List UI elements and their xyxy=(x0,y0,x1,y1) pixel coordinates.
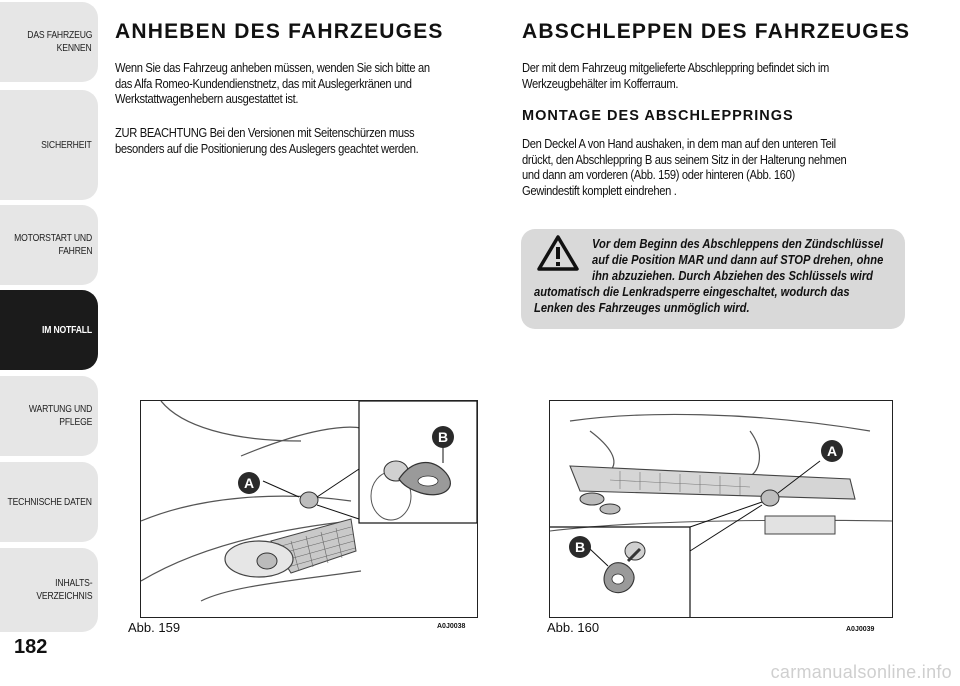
tab-label-line: PFLEGE xyxy=(59,416,92,428)
paragraph-abschleppen xyxy=(522,60,879,91)
rear-bumper-illustration xyxy=(550,401,892,617)
tab-sicherheit[interactable] xyxy=(0,90,98,200)
paragraph-anheben xyxy=(115,60,481,107)
page-number: 182 xyxy=(14,636,48,658)
tab-im-notfall[interactable] xyxy=(0,290,98,370)
figure-160 xyxy=(549,400,893,618)
chapter-sidebar xyxy=(0,0,100,640)
warning-line: Vor dem Beginn des Abschleppens den Zündschlüssel xyxy=(592,236,884,251)
watermark-text: carmanualsonline.info xyxy=(770,662,952,682)
text-line: Gewindestift komplett eindrehen . xyxy=(522,182,677,198)
text-line: drückt, den Abschleppring B aus seinem Sitz in der Halterung nehmen xyxy=(522,151,847,167)
figure-caption-159: Abb. 159 xyxy=(128,620,181,635)
text-line: das Alfa Romeo-Kundendienstnetz, das mit Auslegerkränen und xyxy=(115,75,412,91)
tab-label-line: DAS FAHRZEUG xyxy=(26,29,92,41)
warning-text-indented xyxy=(592,236,931,284)
warning-text-full xyxy=(534,284,901,316)
tab-label-line: TECHNISCHE DATEN xyxy=(7,495,92,508)
text-line: besonders auf die Positionierung des Auslegers geachtet werden. xyxy=(115,140,419,156)
figure-code-160: A0J0039 xyxy=(846,626,875,633)
warning-line: auf die Position MAR und dann auf STOP drehen, ohne xyxy=(592,252,884,267)
tab-technische-daten[interactable] xyxy=(0,462,98,542)
figure-code-159: A0J0038 xyxy=(437,623,466,630)
tab-label-line: VERZEICHNIS xyxy=(35,590,92,602)
warning-triangle-icon xyxy=(536,234,580,272)
callout-b-label: B xyxy=(437,429,449,445)
figure-caption-160: Abb. 160 xyxy=(547,620,600,635)
tab-label-line: WARTUNG UND xyxy=(28,403,92,415)
text-line: Den Deckel A von Hand aushaken, in dem man auf den unteren Teil xyxy=(522,136,836,151)
heading-abschleppen: ABSCHLEPPEN DES FAHRZEUGES xyxy=(522,20,911,43)
heading-anheben: ANHEBEN DES FAHRZEUGES xyxy=(115,20,444,43)
tab-das-fahrzeug-kennen[interactable] xyxy=(0,2,98,82)
tab-inhaltsverzeichnis[interactable] xyxy=(0,548,98,632)
text-line: und dann am vorderen (Abb. 159) oder hinteren (Abb. 160) xyxy=(522,167,795,182)
tab-label-line: IM NOTFALL xyxy=(41,323,92,336)
text-line: Werkstattwagenhebern ausgestattet ist. xyxy=(115,91,299,106)
warning-line: Lenken des Fahrzeuges unmöglich wird. xyxy=(534,300,750,315)
tab-label-line: KENNEN xyxy=(57,42,92,54)
tab-label-line: SICHERHEIT xyxy=(41,138,92,151)
text-line: Werkzeugbehälter im Kofferraum. xyxy=(522,75,679,91)
tab-label-line: MOTORSTART UND xyxy=(14,232,92,244)
tab-motorstart-und-fahren[interactable] xyxy=(0,205,98,285)
text-line: Wenn Sie das Fahrzeug anheben müssen, wenden Sie sich bitte an xyxy=(115,60,430,75)
tab-label-line: INHALTS- xyxy=(54,577,92,589)
callout-b-label: B xyxy=(574,539,586,555)
paragraph-beachtung xyxy=(115,125,468,156)
callout-a-label: A xyxy=(826,443,838,459)
warning-line: automatisch die Lenkradsperre eingeschaltet, wodurch das xyxy=(534,284,850,299)
tab-wartung-und-pflege[interactable] xyxy=(0,376,98,456)
callout-a-label: A xyxy=(243,475,255,491)
warning-line: ihn abzuziehen. Durch Abziehen des Schlüssels wird xyxy=(592,268,874,283)
subheading-montage: MONTAGE DES ABSCHLEPPRINGS xyxy=(522,108,794,124)
figure-159 xyxy=(140,400,478,618)
tab-label-line: FAHREN xyxy=(58,245,92,257)
front-bumper-illustration xyxy=(141,401,477,617)
text-line: ZUR BEACHTUNG Bei den Versionen mit Seitenschürzen muss xyxy=(115,125,415,140)
paragraph-montage xyxy=(522,136,899,198)
text-line: Der mit dem Fahrzeug mitgelieferte Abschleppring befindet sich im xyxy=(522,60,829,75)
